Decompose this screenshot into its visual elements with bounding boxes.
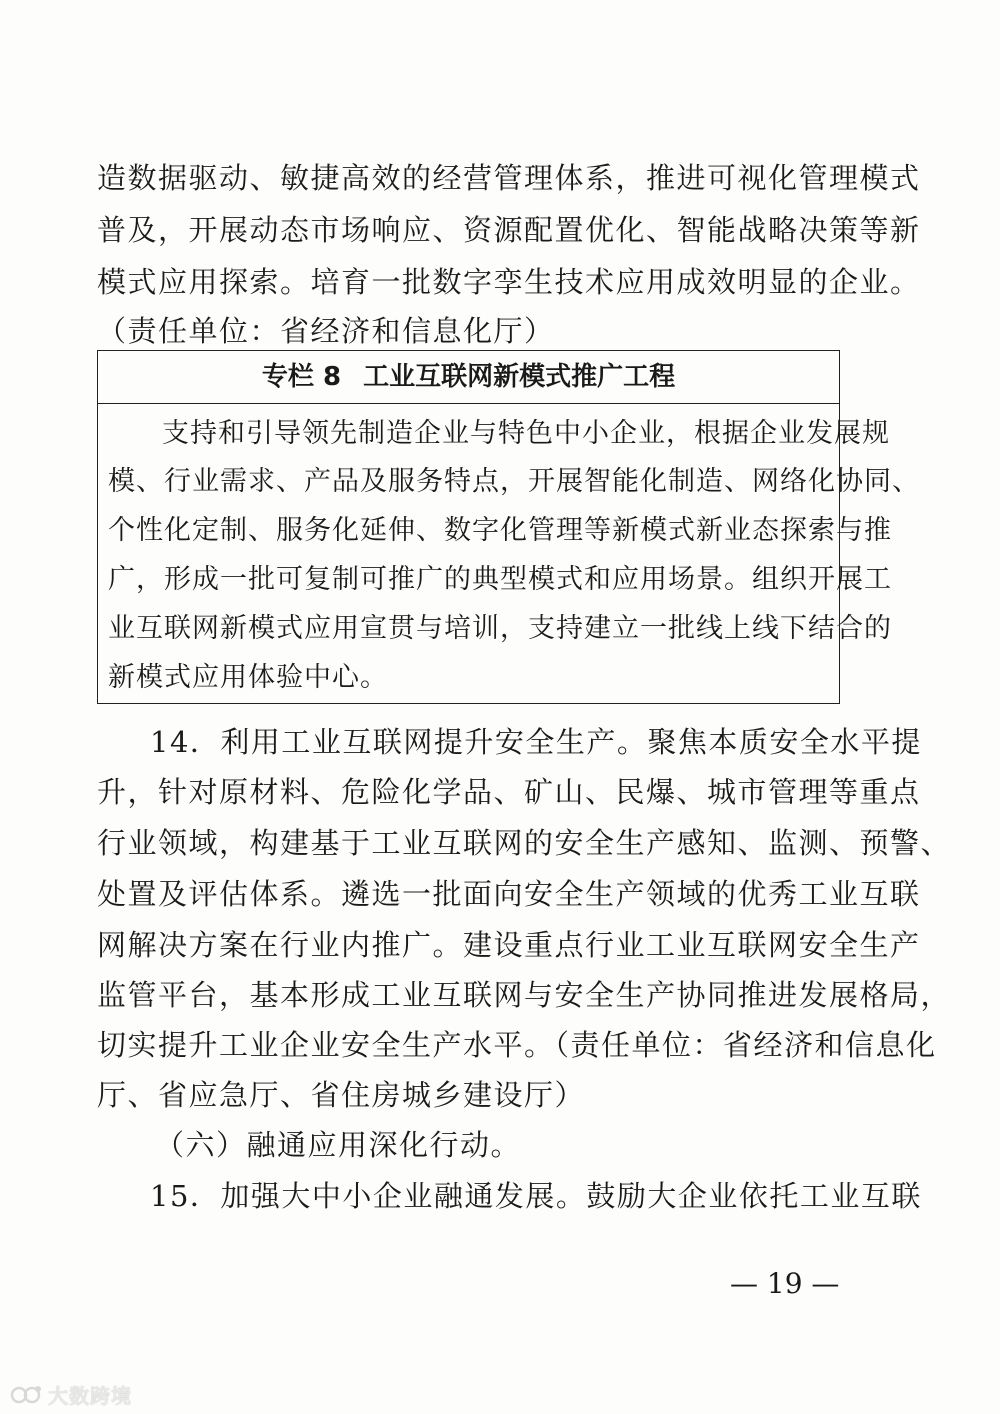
feature-box-line: 广，形成一批可复制可推广的典型模式和应用场景。组织开展工 xyxy=(108,564,892,595)
body-line: 行业领域，构建基于工业互联网的安全生产感知、监测、预警、 xyxy=(97,826,952,860)
body-line: 普及，开展动态市场响应、资源配置优化、智能战略决策等新 xyxy=(97,213,921,247)
watermark xyxy=(10,1380,132,1409)
body-line: 模式应用探索。培育一批数字孪生技术应用成效明显的企业。 xyxy=(97,265,921,299)
feature-box xyxy=(97,350,920,704)
body-line: 切实提升工业企业安全生产水平。（责任单位：省经济和信息化 xyxy=(97,1028,937,1062)
body-line: 监管平台，基本形成工业互联网与安全生产协同推进发展格局， xyxy=(97,978,952,1012)
feature-box-line: 个性化定制、服务化延伸、数字化管理等新模式新业态探索与推 xyxy=(108,515,892,546)
feature-box-line: 支持和引导领先制造企业与特色中小企业，根据企业发展规 xyxy=(162,418,890,449)
watermark-logo-icon xyxy=(10,1382,44,1408)
body-line: 厅、省应急厅、省住房城乡建设厅） xyxy=(97,1078,586,1112)
watermark-text: 大数跨境 xyxy=(48,1384,132,1408)
feature-box-heading: 工业互联网新模式推广工程 xyxy=(363,362,676,392)
body-line: 15．加强大中小企业融通发展。鼓励大企业依托工业互联 xyxy=(150,1179,922,1213)
body-line: 网解决方案在行业内推广。建设重点行业工业互联网安全生产 xyxy=(97,928,921,962)
body-line: （责任单位：省经济和信息化厅） xyxy=(97,314,555,348)
feature-box-number: 专栏 8 xyxy=(261,362,342,392)
feature-box-line: 新模式应用体验中心。 xyxy=(108,662,388,693)
page-number: — 19 — xyxy=(730,1267,840,1300)
body-line: 14．利用工业互联网提升安全生产。聚焦本质安全水平提 xyxy=(150,725,922,759)
feature-box-line: 业互联网新模式应用宣贯与培训，支持建立一批线上线下结合的 xyxy=(108,613,892,644)
feature-box-title xyxy=(98,351,839,404)
feature-box-line: 模、行业需求、产品及服务特点，开展智能化制造、网络化协同、 xyxy=(108,466,920,497)
section-heading: （六）融通应用深化行动。 xyxy=(155,1128,522,1162)
body-line: 造数据驱动、敏捷高效的经营管理体系，推进可视化管理模式 xyxy=(97,161,921,195)
body-line: 升，针对原材料、危险化学品、矿山、民爆、城市管理等重点 xyxy=(97,775,921,809)
body-line: 处置及评估体系。遴选一批面向安全生产领域的优秀工业互联 xyxy=(97,877,921,911)
